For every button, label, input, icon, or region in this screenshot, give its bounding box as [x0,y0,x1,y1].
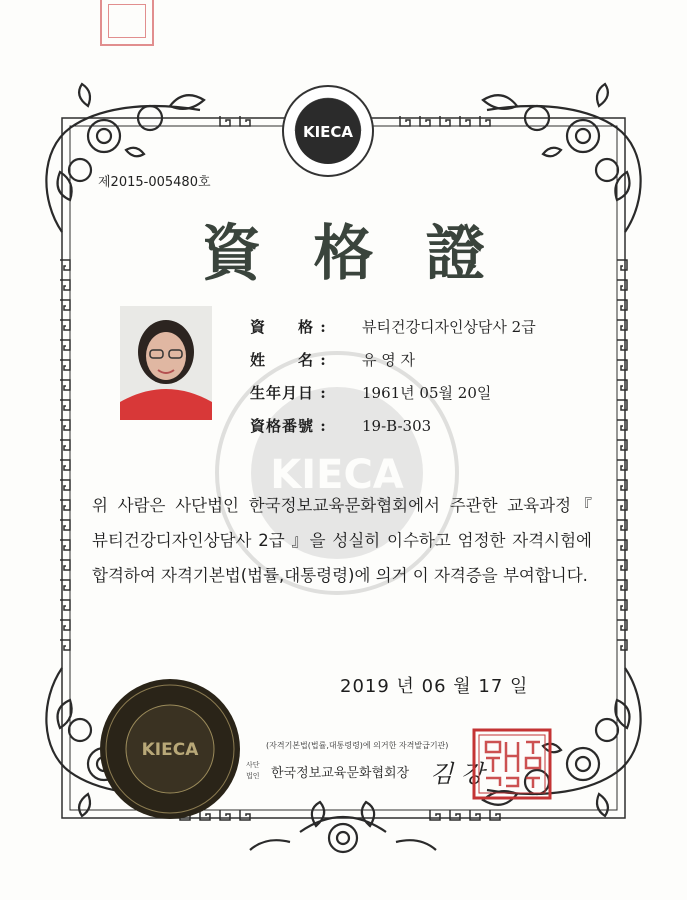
info-row-name [250,343,536,376]
birthdate-value: 1961년 05월 20일 [362,384,492,402]
qualification-value: 뷰티건강디자인상담사 2급 [362,318,536,336]
top-stamp-fragment [100,0,154,46]
issue-date: 2019 년 06 월 17 일 [340,676,529,697]
name-value: 유 영 자 [362,351,416,369]
qualification-label: 資 格 : [250,318,327,336]
official-red-seal [472,728,552,800]
kieca-logo-text: KIECA [302,123,354,141]
issuer-basis-note: (자격기본법(법률,대통령령)에 의거한 자격발급기관) [266,741,449,750]
embossed-seal-text: KIECA [141,740,199,760]
info-fields [250,310,536,442]
watermark-text: KIECA [270,452,404,498]
name-label: 姓 名 : [250,351,327,369]
certificate-body: 위 사람은 사단법인 한국정보교육문화협회에서 주관한 교육과정『 뷰티건강디자인상담사 2급 』을 성실히 이수하고 엄정한 자격시험에 합격하여 자격기본법(법률,대통령령)에 의거 이 자격증을 부여합니다. [92,496,592,585]
portrait-image [120,306,212,420]
issuer-name: 한국정보교육문화협회장 [271,766,410,781]
info-row-qualification [250,310,536,343]
kieca-logo [281,84,375,178]
embossed-seal [97,676,243,822]
birthdate-label: 生年月日 : [250,384,327,402]
certificate-title: 資格證 [201,219,538,289]
cert-number-label: 資格番號 : [250,417,327,435]
holder-photo [120,306,212,420]
certificate-number: 제2015-005480호 [98,175,211,190]
issuer-prefix: 사단법인 [246,761,260,780]
info-row-birthdate [250,376,536,409]
signature: 김 강 [430,760,484,788]
cert-number-value: 19-B-303 [362,416,432,435]
info-row-cert-number [250,409,536,442]
